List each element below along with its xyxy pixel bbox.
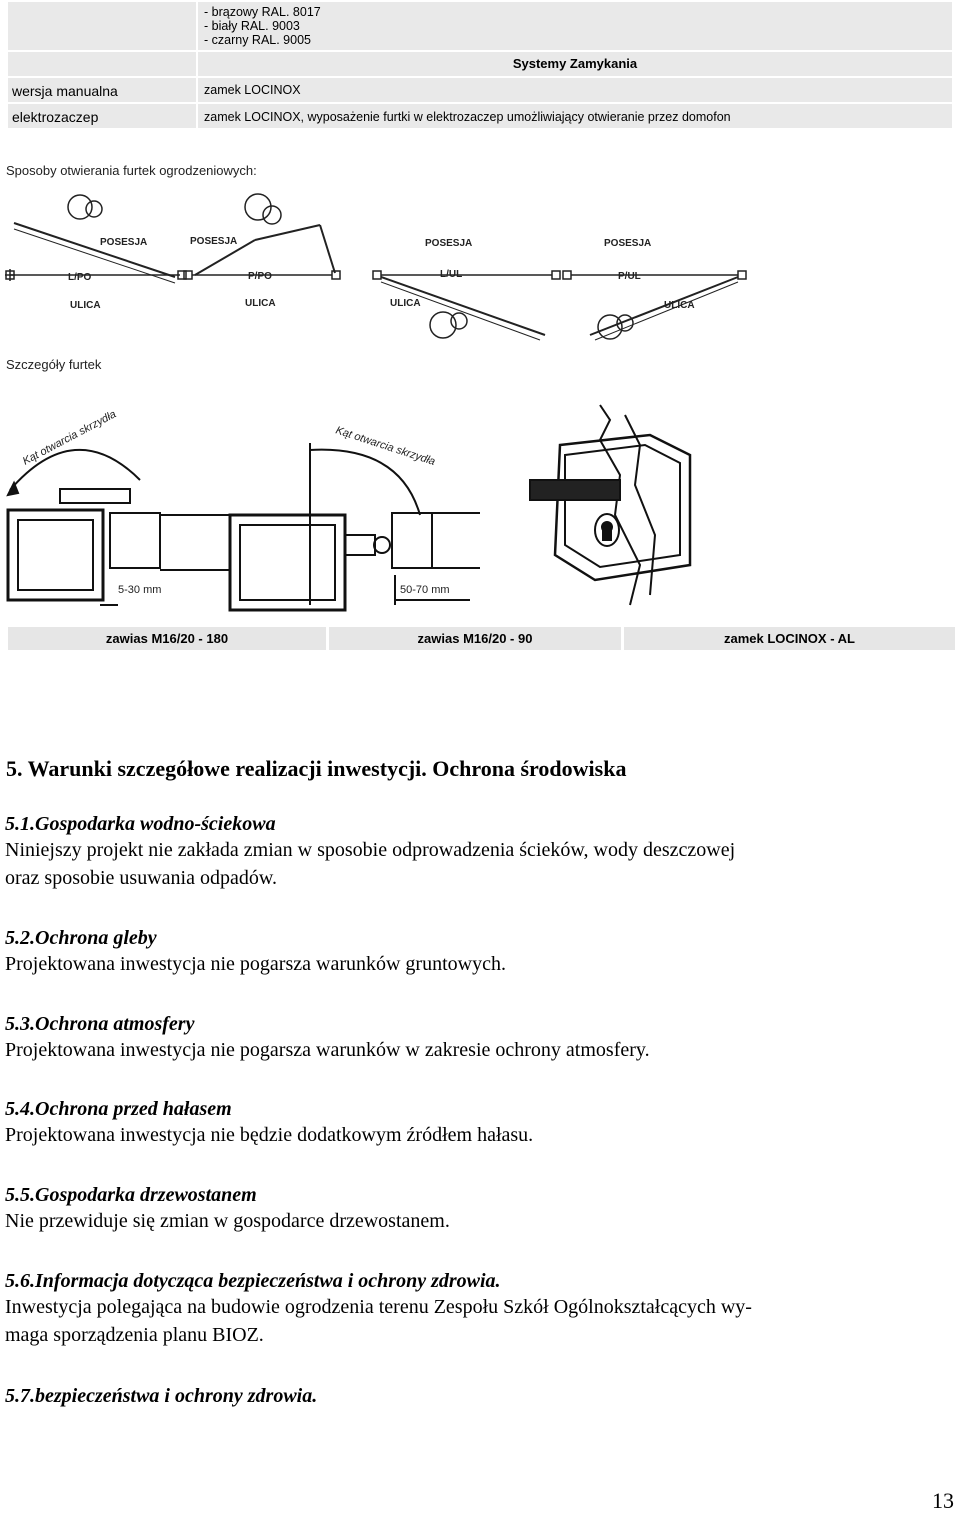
subsection-title: Informacja dotycząca bezpieczeństwa i ochrony zdrowia. — [35, 1270, 501, 1292]
color-option: - czarny RAL. 9005 — [204, 33, 311, 47]
table-cell-empty — [8, 2, 196, 50]
paragraph-line: Nie przewiduje się zmian w gospodarce drzewostanem. — [5, 1210, 450, 1232]
paragraph-line: Inwestycja polegająca na budowie ogrodzenia terenu Zespołu Szkół Ogólnokształcących wy- — [5, 1296, 752, 1318]
table-cell-empty — [8, 52, 196, 76]
row-label-electric: elektrozaczep — [8, 104, 196, 128]
diagram-3-top: POSESJA — [425, 238, 473, 249]
systems-header: Systemy Zamykania — [198, 52, 952, 76]
subsection-5-5 — [5, 1184, 955, 1235]
diagram-4-mid: P/UL — [618, 271, 641, 282]
subsection-title: Ochrona gleby — [35, 927, 157, 949]
subsection-5-4 — [5, 1098, 955, 1149]
subsection-5-6 — [5, 1270, 955, 1349]
diagram-4-top: POSESJA — [604, 238, 652, 249]
caption-hinge-180: zawias M16/20 - 180 — [8, 627, 326, 650]
subsection-title: Gospodarka drzewostanem — [35, 1184, 257, 1206]
diagram-2-mid: P/PO — [248, 271, 272, 282]
caption-hinge-90: zawias M16/20 - 90 — [329, 627, 621, 650]
subsection-number: 5.1. — [5, 813, 35, 835]
diagram-3-bottom: ULICA — [390, 298, 421, 309]
details-title: Szczegóły furtek — [6, 357, 102, 372]
subsection-number: 5.6. — [5, 1270, 35, 1292]
subsection-title: bezpieczeństwa i ochrony zdrowia. — [35, 1385, 318, 1407]
diagram-2-bottom: ULICA — [245, 298, 276, 309]
subsection-title: Ochrona przed hałasem — [35, 1098, 232, 1120]
subsection-number: 5.4. — [5, 1098, 35, 1120]
dimension-90: 50-70 mm — [400, 584, 450, 596]
paragraph-line: Niniejszy projekt nie zakłada zmian w sposobie odprowadzenia ścieków, wody deszczowej — [5, 839, 736, 861]
subsection-number: 5.5. — [5, 1184, 35, 1206]
diagram-2-top: POSESJA — [190, 236, 238, 247]
page-number: 13 — [932, 1488, 954, 1513]
row-value-electric: zamek LOCINOX, wyposażenie furtki w elektrozaczep umożliwiający otwieranie przez domofon — [198, 104, 952, 128]
diagram-3-mid: L/UL — [440, 269, 463, 280]
subsection-5-7 — [5, 1385, 955, 1408]
paragraph-line: maga sporządzenia planu BIOZ. — [5, 1324, 264, 1346]
caption-lock: zamek LOCINOX - AL — [624, 627, 955, 650]
paragraph-line: Projektowana inwestycja nie pogarsza warunków gruntowych. — [5, 953, 506, 975]
opening-methods-title: Sposoby otwierania furtek ogrodzeniowych: — [6, 163, 257, 178]
gate-details-drawings — [0, 395, 960, 615]
subsection-5-3 — [5, 1013, 955, 1064]
angle-label-90: Kąt otwarcia skrzydła — [334, 424, 437, 468]
color-option: - brązowy RAL. 8017 — [204, 5, 321, 19]
dimension-180: 5-30 mm — [118, 584, 162, 596]
diagram-1-bottom: ULICA — [70, 300, 101, 311]
diagram-4-bottom: ULICA — [664, 300, 695, 311]
subsection-number: 5.7. — [5, 1385, 35, 1407]
row-value-manual: zamek LOCINOX — [198, 78, 952, 102]
subsection-5-1 — [5, 813, 955, 892]
color-options-cell — [198, 2, 952, 50]
subsection-number: 5.2. — [5, 927, 35, 949]
gate-opening-diagrams — [0, 185, 960, 355]
paragraph-line: Projektowana inwestycja nie pogarsza warunków w zakresie ochrony atmosfery. — [5, 1039, 650, 1061]
color-option: - biały RAL. 9003 — [204, 19, 300, 33]
diagram-1-top: POSESJA — [100, 237, 148, 248]
subsection-title: Ochrona atmosfery — [35, 1013, 195, 1035]
paragraph-line: Projektowana inwestycja nie będzie dodatkowym źródłem hałasu. — [5, 1124, 534, 1146]
section-heading: 5. Warunki szczegółowe realizacji inwestycji. Ochrona środowiska — [6, 756, 627, 781]
paragraph-line: oraz sposobie usuwania odpadów. — [5, 867, 277, 889]
angle-label-180: Kąt otwarcia skrzydła — [20, 408, 119, 468]
subsection-5-2 — [5, 927, 955, 978]
diagram-1-mid: L/PO — [68, 272, 92, 283]
subsection-number: 5.3. — [5, 1013, 35, 1035]
subsection-title: Gospodarka wodno-ściekowa — [35, 813, 276, 835]
row-label-manual: wersja manualna — [8, 78, 196, 102]
